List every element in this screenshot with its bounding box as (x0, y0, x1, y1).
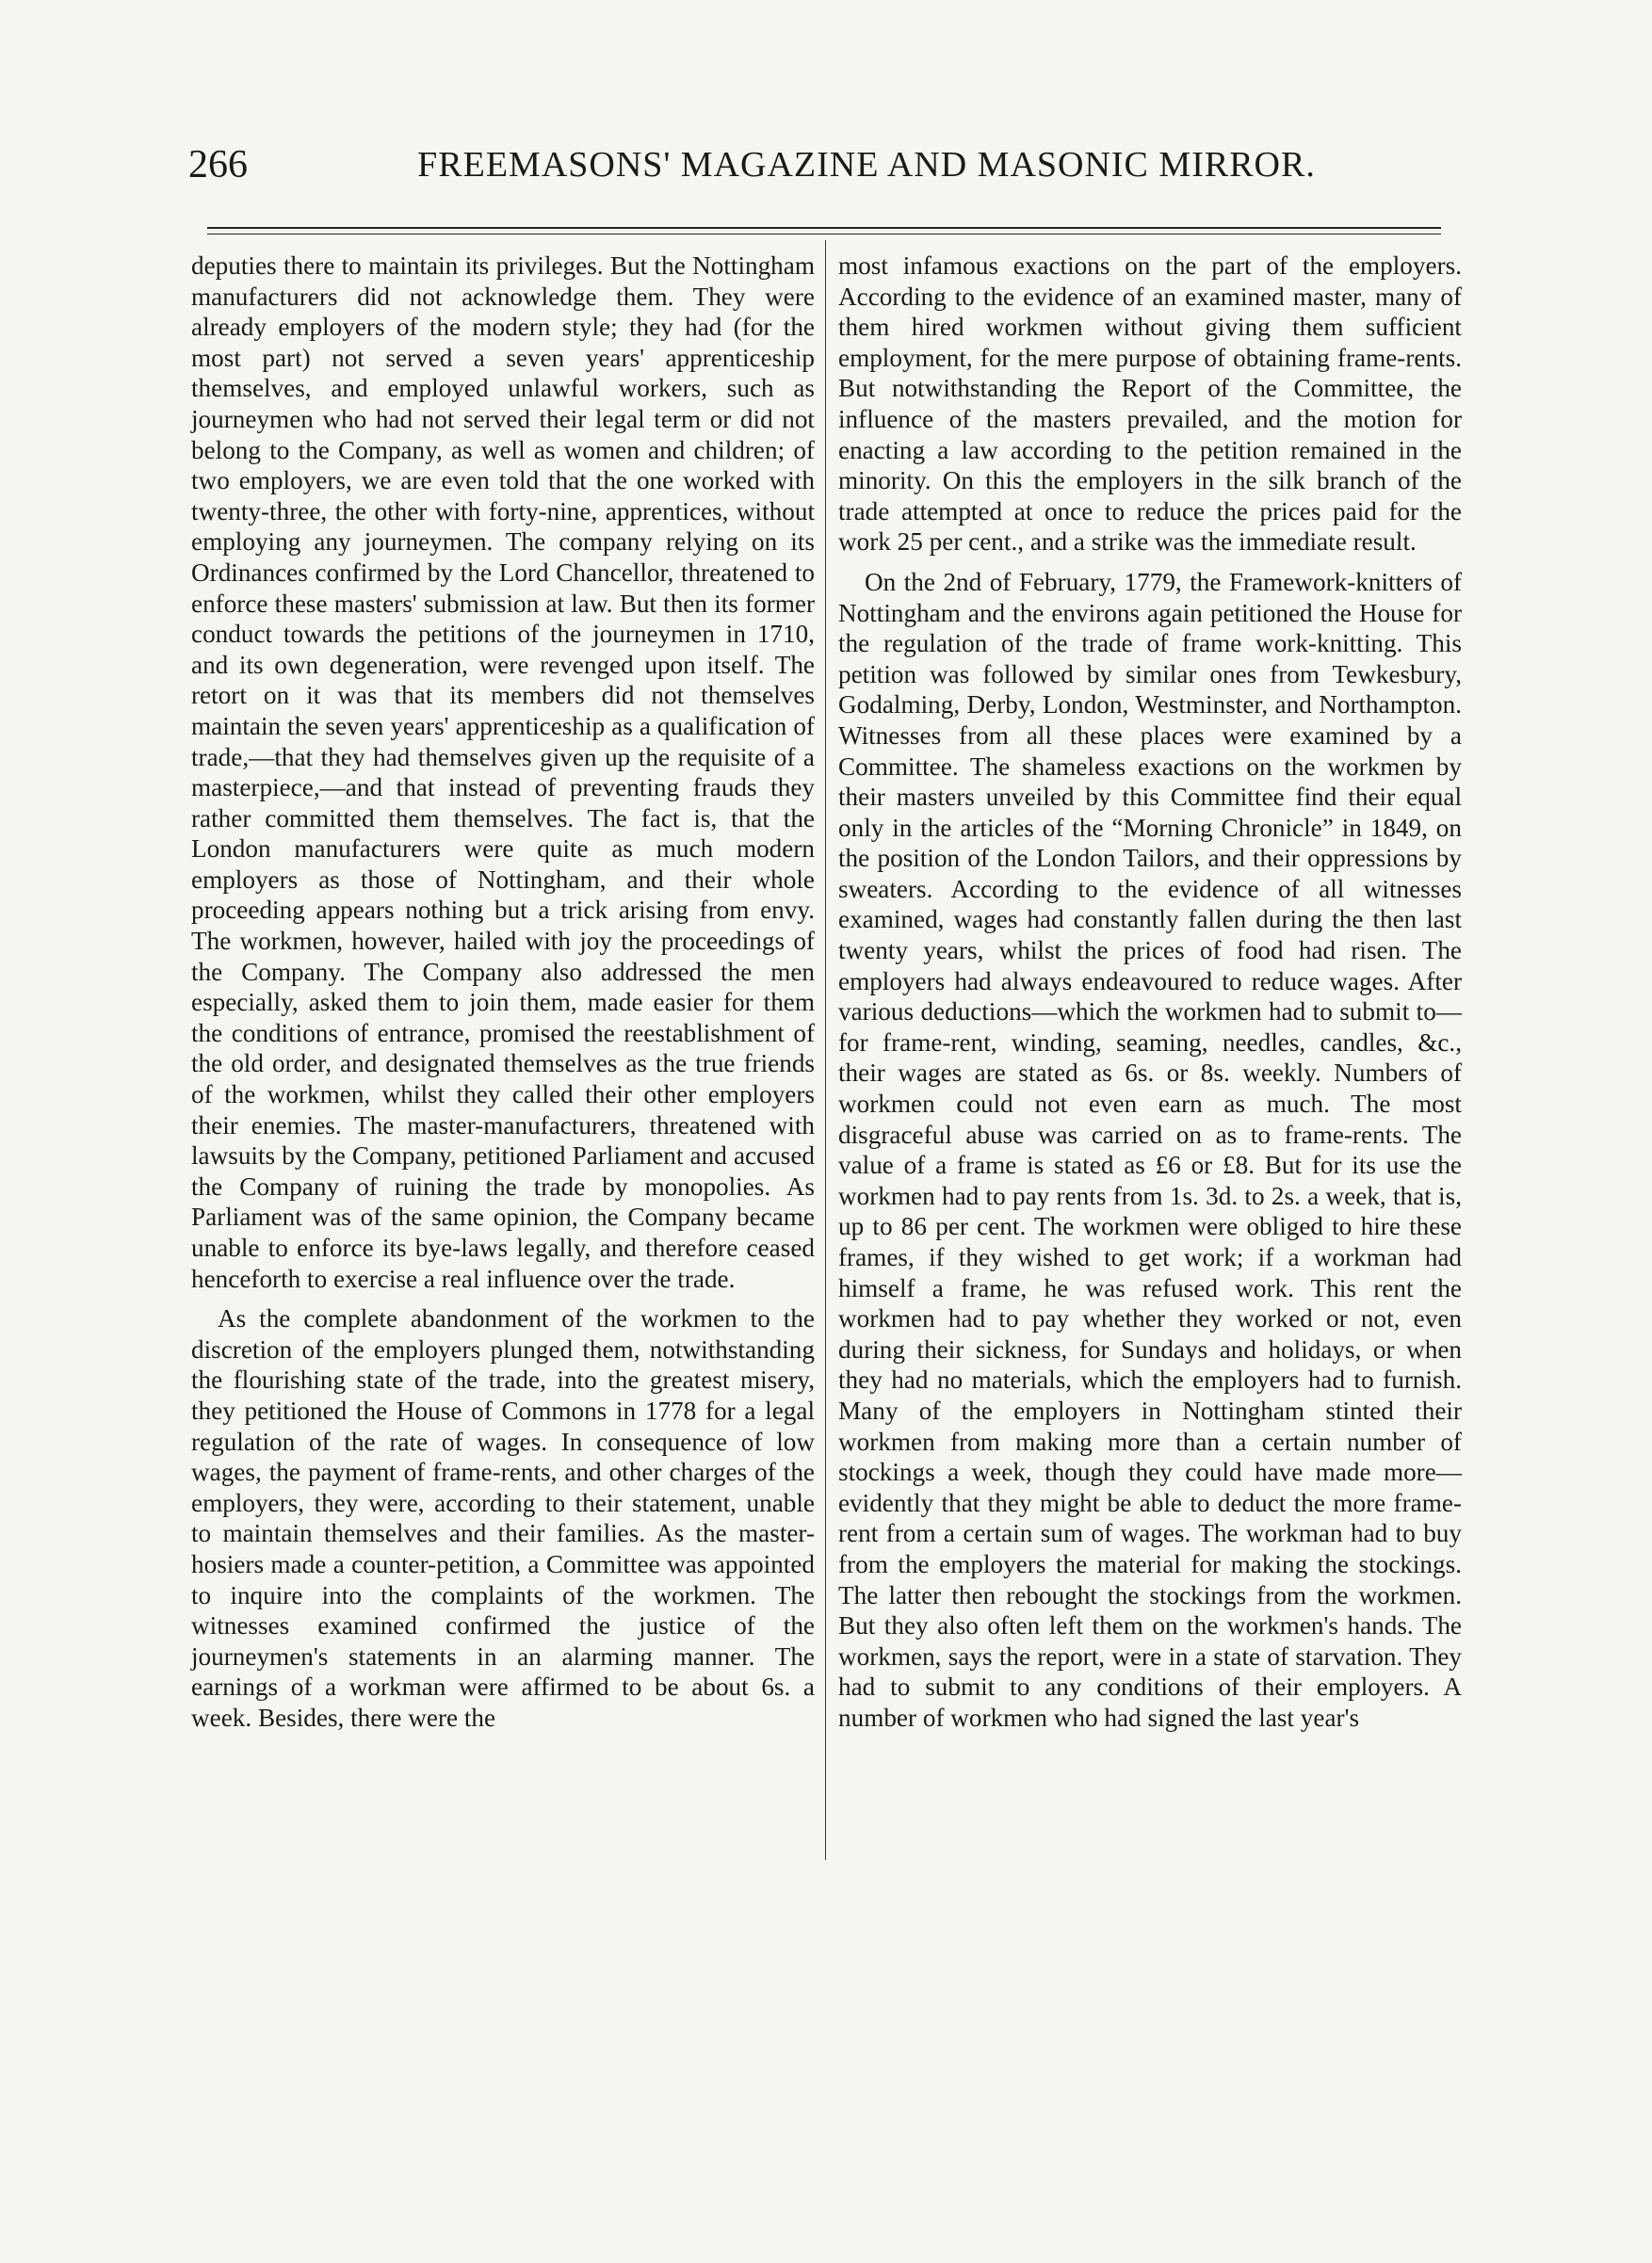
right-column (838, 251, 1462, 1734)
right-paragraph-1: most infamous exactions on the part of the employers. According to the evidence of an examined master, many of them hired workmen without giving them sufficient employment, for the mere purpose of obtaining frame-rents. But notwithstanding the Report of the Committee, the influence of the masters prevailed, and the motion for enacting a law according to the petition remained in the minority. On this the employers in the silk branch of the trade attempted at once to reduce the prices paid for the work 25 per cent., and a strike was the immediate result. (838, 251, 1462, 557)
header-rule-thick (207, 227, 1441, 229)
running-header (188, 141, 1450, 198)
left-column (191, 251, 815, 1734)
column-divider (825, 240, 826, 1860)
left-paragraph-2: As the complete abandonment of the workmen to the discretion of the employers plunged them, notwithstanding the flourishing state of the trade, into the greatest misery, they petitioned the House of Commons in 1778 for a legal regulation of the rate of wages. In consequence of low wages, the payment of frame-rents, and other charges of the employers, they were, according to their statement, unable to maintain themselves and their families. As the master-hosiers made a counter-petition, a Committee was appointed to inquire into the complaints of the workmen. The witnesses examined confirmed the justice of the journeymen's statements in an alarming manner. The earnings of a workman were affirmed to be about 6s. a week. Besides, there were the (191, 1304, 815, 1732)
left-paragraph-1: deputies there to maintain its privileges. But the Nottingham manufacturers did not acknowledge them. They were already employers of the modern style; they had (for the most part) not served a seven years' apprenticeship themselves, and employed unlawful workers, such as journeymen who had not served their legal term or did not belong to the Company, as well as women and children; of two employers, we are even told that the one worked with twenty-three, the other with forty-nine, apprentices, without employing any journeymen. The company relying on its Ordinances confirmed by the Lord Chancellor, threatened to enforce these masters' submission at law. But then its former conduct towards the petitions of the journeymen in 1710, and its own degeneration, were revenged upon itself. The retort on it was that its members did not themselves maintain the seven years' apprenticeship as a qualification of trade,—that they had themselves given up the requisite of a masterpiece,—and that instead of preventing frauds they rather committed them themselves. The fact is, that the London manufacturers were quite as much modern employers as those of Nottingham, and their whole proceeding appears nothing but a trick arising from envy. The workmen, however, hailed with joy the proceedings of the Company. The Company also addressed the men especially, asked them to join them, made easier for them the conditions of entrance, promised the reestablishment of the old order, and designated themselves as the true friends of the workmen, whilst they called their other employers their enemies. The master-manufacturers, threatened with lawsuits by the Company, petitioned Parliament and accused the Company of ruining the trade by monopolies. As Parliament was of the same opinion, the Company became unable to enforce its bye-laws legally, and therefore ceased henceforth to exercise a real influence over the trade. (191, 251, 815, 1293)
running-title: FREEMASONS' MAGAZINE AND MASONIC MIRROR. (417, 145, 1316, 185)
page-number: 266 (188, 143, 248, 186)
right-paragraph-2: On the 2nd of February, 1779, the Framework-knitters of Nottingham and the environs again petitioned the House for the regulation of the trade of frame work-knitting. This petition was followed by similar ones from Tewkesbury, Godalming, Derby, London, Westminster, and Northampton. Witnesses from all these places were examined by a Committee. The shameless exactions on the workmen by their masters unveiled by this Committee find their equal only in the articles of the “Morning Chronicle” in 1849, on the position of the London Tailors, and their oppressions by sweaters. According to the evidence of all witnesses examined, wages had constantly fallen during the then last twenty years, whilst the prices of food had risen. The employers had always endeavoured to reduce wages. After various deductions—which the workmen had to submit to—for frame-rent, winding, seaming, needles, candles, &c., their wages are stated as 6s. or 8s. weekly. Numbers of workmen could not even earn as much. The most disgraceful abuse was carried on as to frame-rents. The value of a frame is stated as £6 or £8. But for its use the workmen had to pay rents from 1s. 3d. to 2s. a week, that is, up to 86 per cent. The workmen were obliged to hire these frames, if they wished to get work; if a workman had himself a frame, he was refused work. This rent the workmen had to pay whether they worked or not, even during their sickness, for Sundays and holidays, or when they had no materials, which the employers had to furnish. Many of the employers in Nottingham stinted their workmen from making more than a certain number of stockings a week, though they could have made more—evidently that they might be able to deduct the more frame-rent from a certain sum of wages. The workman had to buy from the employers the material for making the stockings. The latter then rebought the stockings from the workmen. But they also often left them on the workmen's hands. The workmen, says the report, were in a state of starvation. They had to submit to any conditions of their employers. A number of workmen who had signed the last year's (838, 567, 1462, 1732)
